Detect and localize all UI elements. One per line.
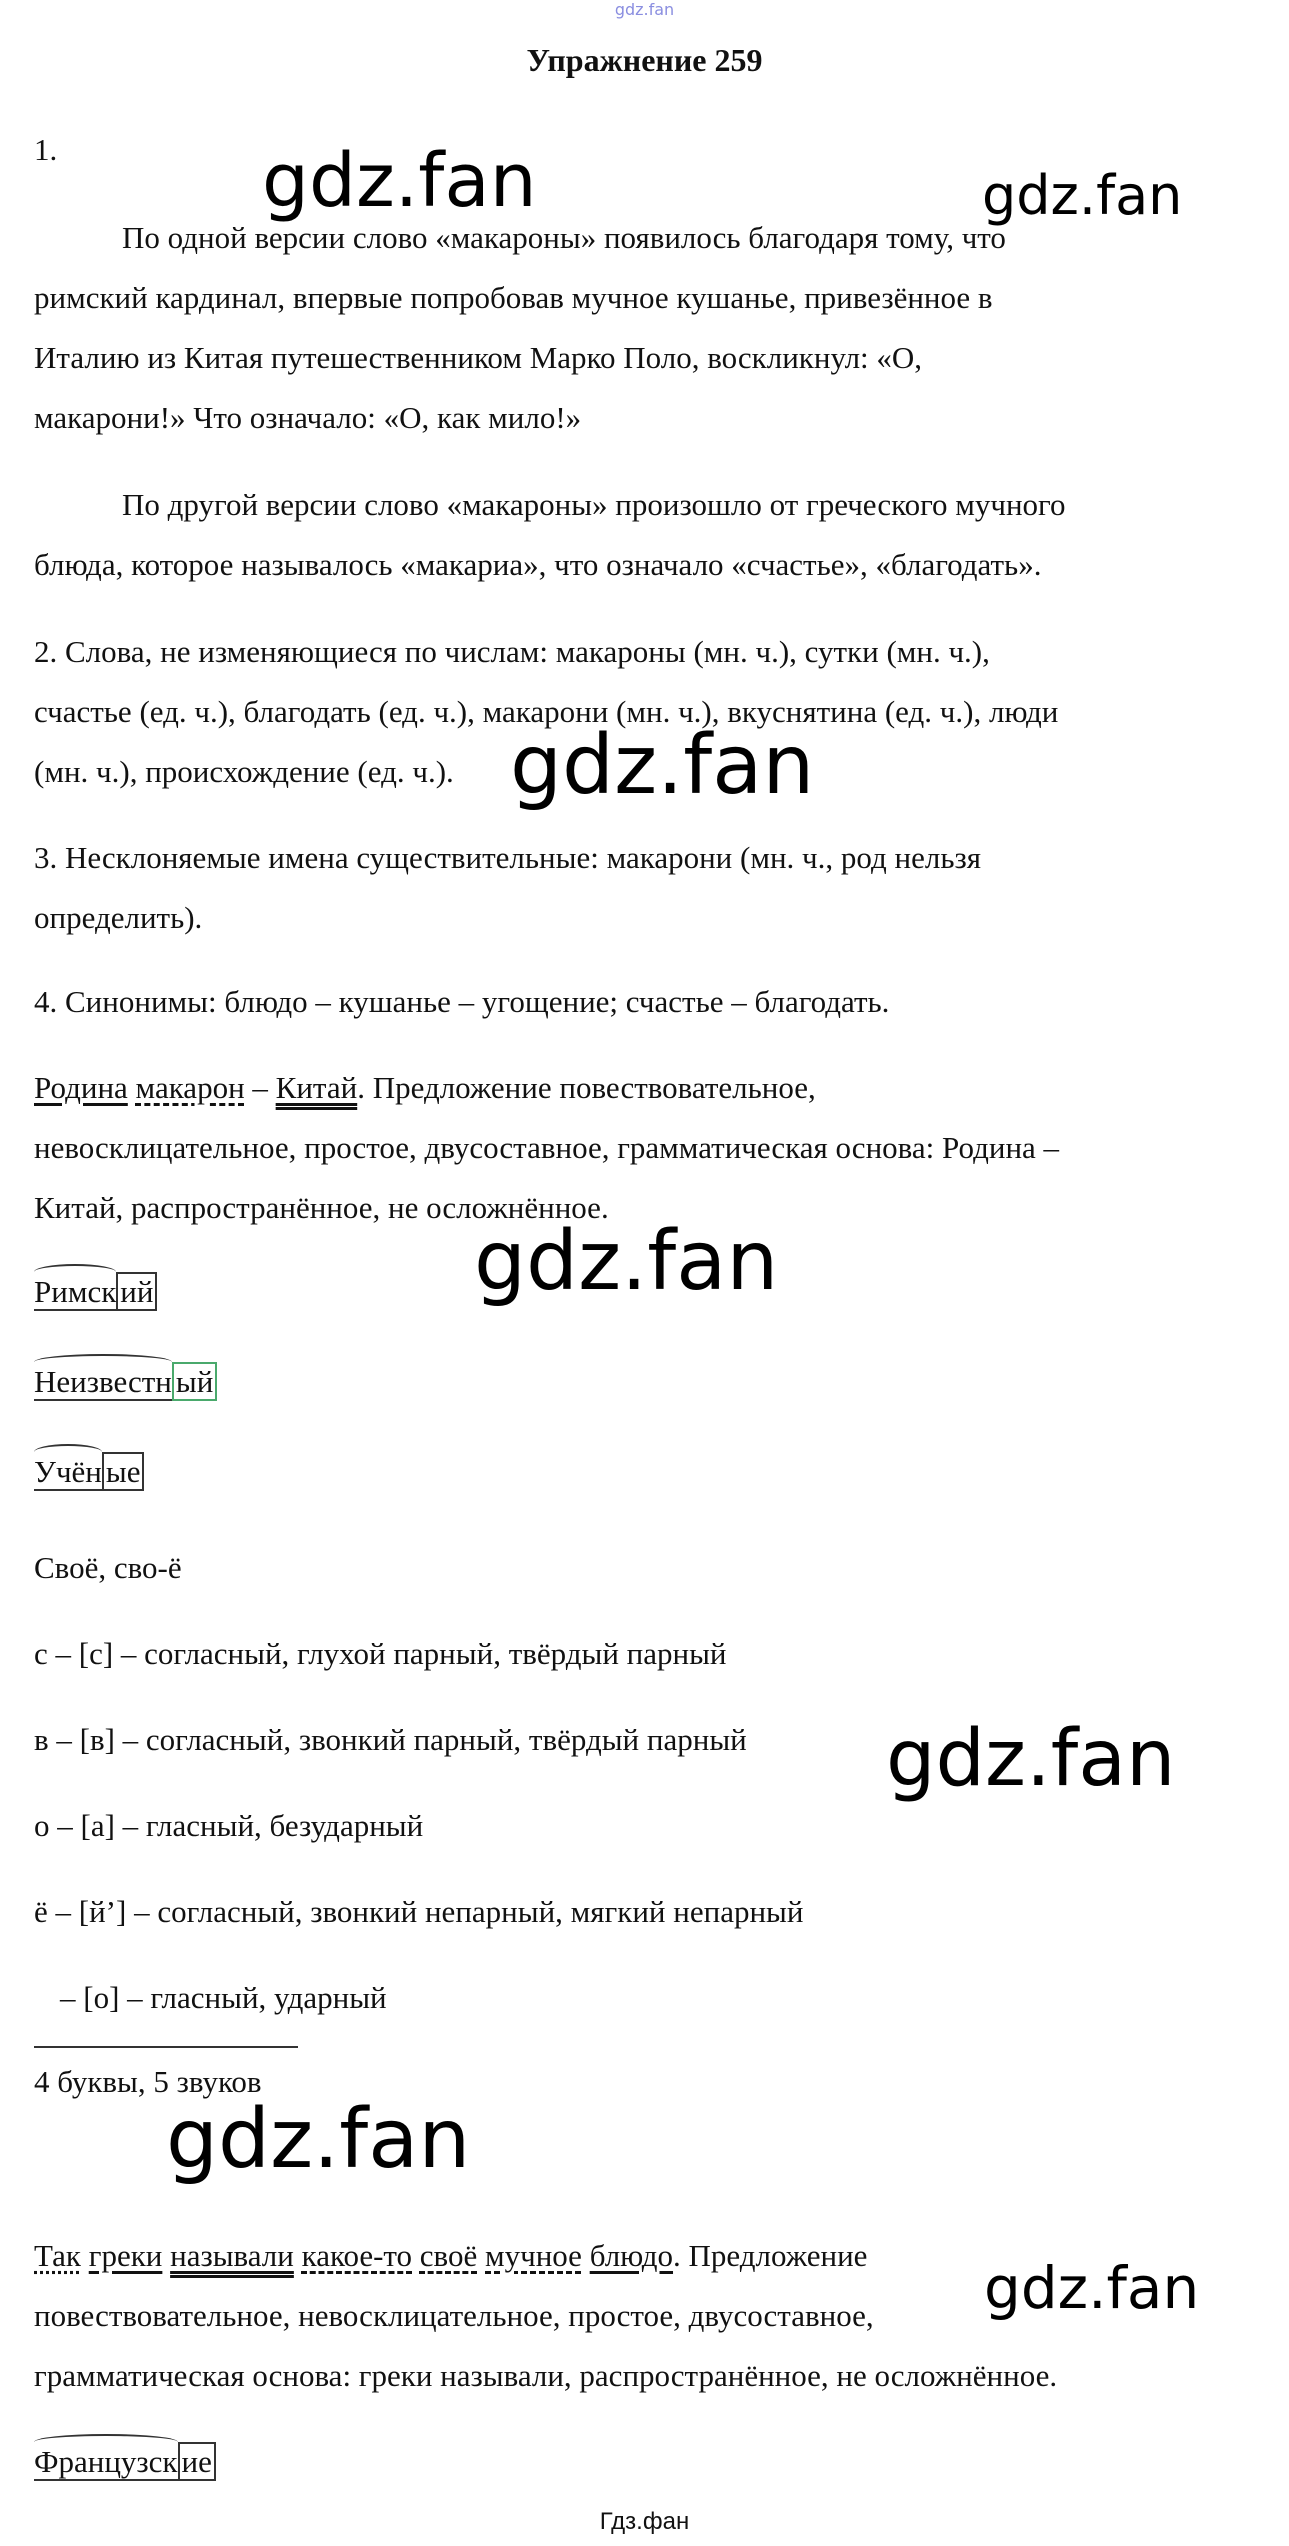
watermark: gdz.fan bbox=[474, 1214, 779, 1309]
para2-line: По другой версии слово «макароны» произошло от греческого мучного bbox=[122, 487, 1066, 522]
para2-line: блюда, которое называлось «макариа», что означало «счастье», «благодать». bbox=[34, 547, 1042, 582]
section2-line: 2. Слова, не изменяющиеся по числам: макароны (мн. ч.), сутки (мн. ч.), bbox=[34, 634, 990, 669]
dash: – bbox=[244, 1070, 276, 1105]
sentence2-rest: . Предложение bbox=[673, 2238, 868, 2273]
section3-line: определить). bbox=[34, 900, 203, 935]
page-title: Упражнение 259 bbox=[526, 42, 763, 78]
subject-word: греки bbox=[88, 2238, 163, 2273]
sentence2-line: повествовательное, невосклицательное, простое, двусоставное, bbox=[34, 2298, 874, 2333]
sentence1-line bbox=[34, 1058, 1059, 1118]
adverb-word: Так bbox=[34, 2238, 81, 2273]
section2-line: (мн. ч.), происхождение (ед. ч.). bbox=[34, 754, 454, 789]
sentence-analysis-1 bbox=[34, 1058, 1059, 1238]
para1-line: Италию из Китая путешественником Марко Поло, воскликнул: «О, bbox=[34, 340, 923, 375]
word-stem: Римск bbox=[34, 1274, 117, 1309]
section4-line: 4. Синонимы: блюдо – кушанье – угощение; счастье – благодать. bbox=[34, 984, 890, 1019]
footer-text: Гдз.фан bbox=[599, 2508, 690, 2535]
predicate-word: Китай bbox=[275, 1070, 358, 1105]
phonetic-line: о – [а] – гласный, безударный bbox=[34, 1808, 424, 1843]
sentence1-line: невосклицательное, простое, двусоставное, грамматическая основа: Родина – bbox=[34, 1130, 1060, 1165]
morpheme-word-4 bbox=[34, 2444, 216, 2480]
para1-line: римский кардинал, впервые попробовав мучное кушанье, привезённое в bbox=[34, 280, 993, 315]
word-ending: ые bbox=[102, 1452, 145, 1491]
phonetic-line: с – [с] – согласный, глухой парный, твёрдый парный bbox=[34, 1636, 727, 1671]
para1-line: По одной версии слово «макароны» появилось благодаря тому, что bbox=[122, 220, 1006, 255]
morpheme-word-3 bbox=[34, 1454, 144, 1490]
sentence-analysis-2 bbox=[34, 2226, 1057, 2406]
morpheme-word-1 bbox=[34, 1274, 157, 1310]
watermark: gdz.fan bbox=[984, 2254, 1200, 2322]
watermark: gdz.fan bbox=[262, 138, 537, 224]
attribute-word: макарон bbox=[135, 1070, 245, 1105]
phonetic-summary: 4 буквы, 5 звуков bbox=[34, 2064, 262, 2099]
subject-word: Родина bbox=[34, 1070, 128, 1105]
attribute-word: мучное bbox=[485, 2238, 582, 2273]
paragraph-2-cont bbox=[34, 535, 1041, 595]
phonetic-line: – [о] – гласный, ударный bbox=[60, 1980, 387, 2015]
sentence1-rest: . Предложение повествовательное, bbox=[357, 1070, 816, 1105]
attribute-word: какое-то bbox=[301, 2238, 413, 2273]
paragraph-2 bbox=[34, 475, 1066, 535]
phonetic-title: Своё, сво-ё bbox=[34, 1550, 182, 1585]
word-stem: Неизвестн bbox=[34, 1364, 172, 1399]
attribute-word: своё bbox=[419, 2238, 478, 2273]
watermark: gdz.fan bbox=[886, 1714, 1176, 1804]
phonetic-line: ё – [й’] – согласный, звонкий непарный, мягкий непарный bbox=[34, 1894, 804, 1929]
sentence2-line: грамматическая основа: греки называли, распространённое, не осложнённое. bbox=[34, 2358, 1058, 2393]
section2-line: счастье (ед. ч.), благодать (ед. ч.), макарони (мн. ч.), вкуснятина (ед. ч.), люди bbox=[34, 694, 1059, 729]
predicate-word: называли bbox=[170, 2238, 294, 2273]
watermark: gdz.fan bbox=[510, 718, 815, 813]
watermark: gdz.fan bbox=[166, 2092, 471, 2187]
morpheme-word-2 bbox=[34, 1364, 217, 1400]
section-4 bbox=[34, 972, 889, 1032]
word-stem: Французск bbox=[34, 2444, 178, 2479]
object-word: блюдо bbox=[589, 2238, 674, 2273]
section-number: 1. bbox=[34, 132, 58, 167]
word-ending: ие bbox=[178, 2442, 216, 2481]
word-ending: ый bbox=[172, 1362, 217, 1401]
paragraph-1-cont bbox=[34, 268, 993, 448]
word-stem: Учён bbox=[34, 1454, 102, 1489]
divider bbox=[34, 2046, 298, 2048]
phonetic-line: в – [в] – согласный, звонкий парный, твёрдый парный bbox=[34, 1722, 747, 1757]
sentence2-line bbox=[34, 2226, 1057, 2286]
sentence1-line: Китай, распространённое, не осложнённое. bbox=[34, 1190, 609, 1225]
section-3 bbox=[34, 828, 981, 948]
section3-line: 3. Несклоняемые имена существительные: макарони (мн. ч., род нельзя bbox=[34, 840, 981, 875]
top-watermark: gdz.fan bbox=[614, 0, 675, 19]
para1-line: макарони!» Что означало: «О, как мило!» bbox=[34, 400, 582, 435]
watermark: gdz.fan bbox=[982, 164, 1183, 227]
word-ending: ий bbox=[116, 1272, 157, 1311]
